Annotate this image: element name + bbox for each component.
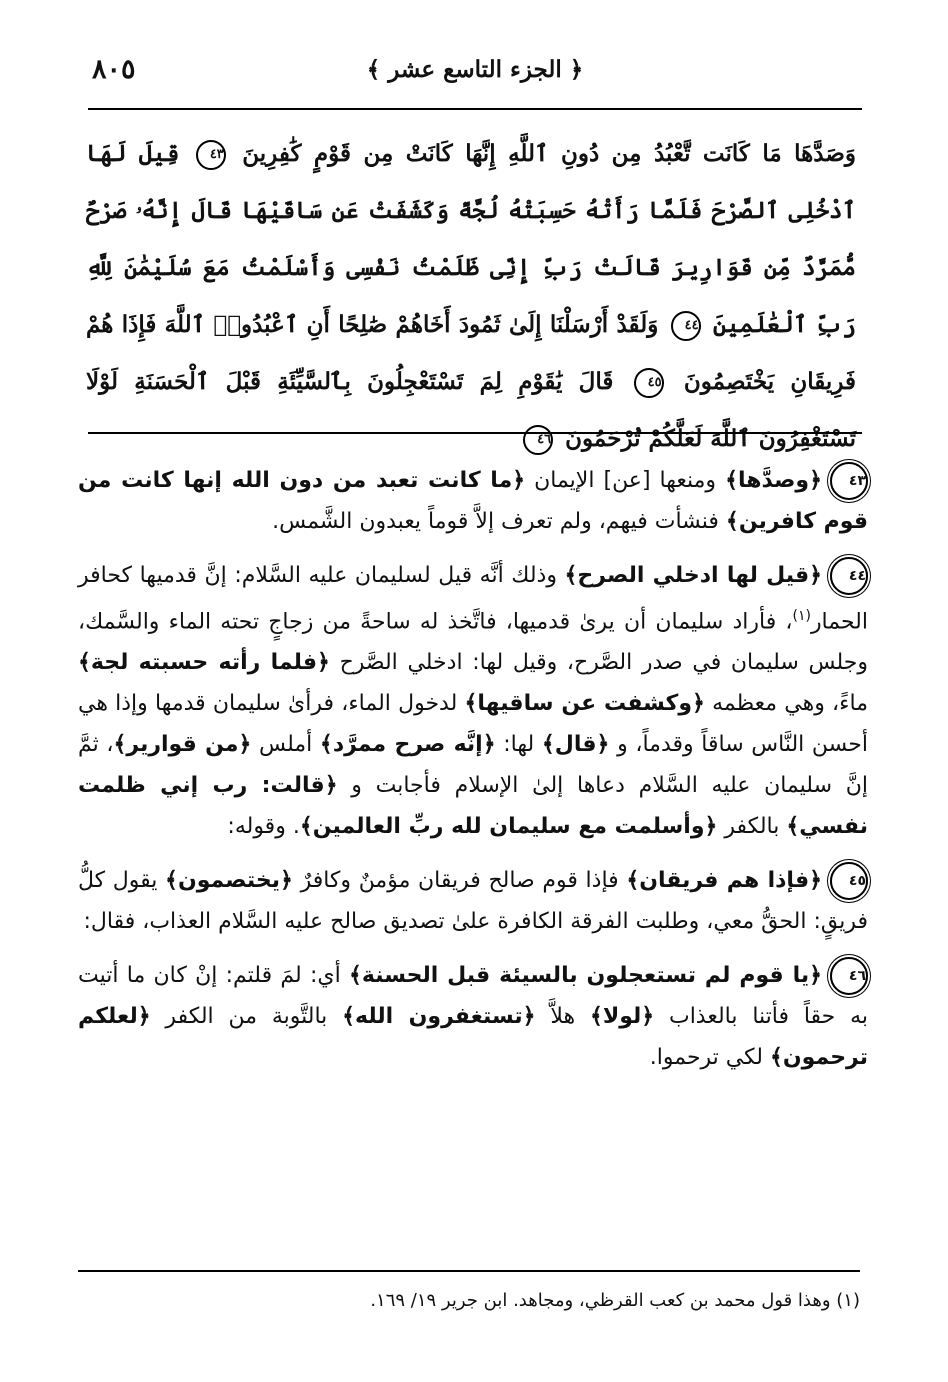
quoted-verse-text: ﴿قال﴾	[541, 732, 610, 758]
commentary-text: (١)	[792, 608, 811, 624]
commentary-text: ، ثمَّ إنَّ سليمان عليه السَّلام دعاها إلىٰ الإسلام فأجابت و	[78, 732, 868, 799]
commentary-text: فإذا قوم صالح فريقان مؤمنٌ وكافرٌ	[292, 868, 627, 894]
quoted-verse-text: ﴿تستغفرون الله﴾	[342, 1004, 536, 1030]
quoted-verse-text: ﴿يختصمون﴾	[165, 868, 293, 894]
running-header	[90, 52, 860, 96]
verse-number-badge: ٤٣	[830, 462, 868, 500]
quoted-verse-text: ﴿فلما رأته حسبته لجة﴾	[78, 650, 330, 676]
tafsir-paragraph	[78, 460, 868, 542]
verse-45-text: وَلَقَدْ أَرْسَلْنَا إِلَىٰ ثَمُودَ أَخَاهُمْ صَٰلِحًا أَنِ ٱعْبُدُوا۟ ٱللَّهَ فَإِذَا هُمْ فَرِيقَانِ يَخْتَصِمُونَ	[86, 311, 856, 395]
commentary-text: ، فأراد سليمان أن يرىٰ قدميها، فاتَّخذ له ساحةً من زجاجٍ تحته الماء والسَّمك، وجلس سليمان في صدر الصَّرح، وقيل لها: ادخلي الصَّرح	[78, 609, 868, 676]
verse-number-badge: ٤٥	[830, 862, 868, 900]
verse-number-46: ٤٦	[523, 425, 553, 455]
commentary-text: بالكفر	[717, 814, 787, 840]
commentary-text: لدخول الماء، فرأىٰ سليمان قدمها وإذا هي أحسن النَّاس ساقاً وقدماً، و	[78, 691, 869, 758]
verse-number-44: ٤٤	[671, 311, 701, 341]
quran-text	[86, 125, 856, 467]
header-rule	[88, 108, 862, 110]
quoted-verse-text: ﴿لعلكم ترحمون﴾	[78, 1004, 868, 1071]
tafsir-commentary	[78, 460, 868, 1091]
commentary-text: يقول كلُّ فريقٍ: الحقُّ معي، وطلبت الفرقة الكافرة علىٰ تصديق صالح عليه السَّلام العذاب، فقال:	[78, 868, 868, 935]
quoted-verse-text: ﴿وكشفت عن ساقيها﴾	[464, 691, 705, 717]
tafsir-paragraph	[78, 555, 868, 847]
verse-number-badge: ٤٤	[830, 557, 868, 595]
page-number: ٨٠٥	[92, 54, 136, 85]
commentary-text: بالتَّوبة من الكفر	[150, 1004, 343, 1030]
commentary-text: وذلك أنَّه قيل لسليمان عليه السَّلام: إنَّ قدميها كحافر الحمار	[78, 563, 868, 635]
quoted-verse-text: ﴿لولا﴾	[589, 1004, 655, 1030]
quoted-verse-text: ﴿قالت: رب إني ظلمت نفسي﴾	[78, 773, 868, 840]
verse-number-badge: ٤٦	[830, 957, 868, 995]
quoted-verse-text: ﴿فإذا هم فريقان﴾	[626, 868, 822, 894]
footnote: (١) وهذا قول محمد بن كعب القرظي، ومجاهد. ابن جرير ١٩/ ١٦٩.	[370, 1290, 860, 1311]
commentary-text: . وقوله:	[227, 814, 300, 840]
tafsir-paragraph	[78, 860, 868, 942]
quoted-verse-text: ﴿وأسلمت مع سليمان لله ربِّ العالمين﴾	[299, 814, 718, 840]
quoted-verse-text: ﴿وصدَّها﴾	[725, 468, 822, 493]
quoted-verse-text: ﴿يا قوم لم تستعجلون بالسيئة قبل الحسنة﴾	[348, 963, 822, 989]
commentary-text: هلاَّ	[535, 1004, 590, 1030]
part-title: ﴿ الجزء التاسع عشر ﴾	[366, 56, 584, 83]
commentary-text: أملس	[251, 732, 320, 758]
verse-number-45: ٤٥	[634, 368, 664, 398]
commentary-text: ماءً، وهي معظمه	[704, 691, 868, 717]
quoted-verse-text: ﴿قيل لها ادخلي الصرح﴾	[564, 563, 823, 588]
verse-46-text: قَالَ يَٰقَوْمِ لِمَ تَسْتَعْجِلُونَ بِٱلسَّيِّئَةِ قَبْلَ ٱلْحَسَنَةِ لَوْلَا تَسْتَغْفِرُونَ ٱللَّهَ لَعَلَّكُمْ تُرْحَمُونَ	[86, 368, 856, 452]
commentary-text: فنشأت فيهم، ولم تعرف إلاَّ قوماً يعبدون الشَّمس.	[272, 509, 726, 534]
quoted-verse-text: ﴿إنَّه صرح ممرَّد﴾	[319, 732, 496, 758]
verse-44-text: قِيلَ لَهَا ٱدْخُلِى ٱلصَّرْحَ فَلَمَّا رَأَتْهُ حَسِبَتْهُ لُجَّةً وَكَشَفَتْ عَن سَاقَيْهَا قَالَ إِنَّهُۥ صَرْحٌ مُّمَرَّدٌ مِّن قَوَارِيرَ قَالَتْ رَبِّ إِنِّى ظَلَمْتُ نَفْسِى وَأَسْلَمْتُ مَعَ سُلَيْمَٰنَ لِلَّهِ رَبِّ ٱلْعَٰلَمِينَ	[86, 140, 857, 338]
footnote-rule	[78, 1270, 860, 1272]
commentary-text: أي: لمَ قلتم: إنْ كان ما أتيت به حقاً فأتنا بالعذاب	[78, 963, 869, 1030]
quoted-verse-text: ﴿من قوارير﴾	[113, 732, 252, 758]
verse-43-text: وَصَدَّهَا مَا كَانَت تَّعْبُدُ مِن دُونِ ٱللَّهِ إِنَّهَا كَانَتْ مِن قَوْمٍ كَٰفِرِينَ	[242, 140, 856, 167]
quoted-verse-text: ﴿ما كانت تعبد من دون الله إنها كانت من قوم كافرين﴾	[78, 468, 868, 534]
commentary-text: ومنعها [عن] الإيمان	[525, 468, 726, 493]
commentary-text: لها:	[495, 732, 542, 758]
commentary-text: لكي ترحموا.	[649, 1045, 770, 1071]
verse-number-43: ٤٣	[196, 140, 226, 170]
quran-divider-rule	[88, 432, 862, 434]
tafsir-paragraph	[78, 955, 868, 1078]
